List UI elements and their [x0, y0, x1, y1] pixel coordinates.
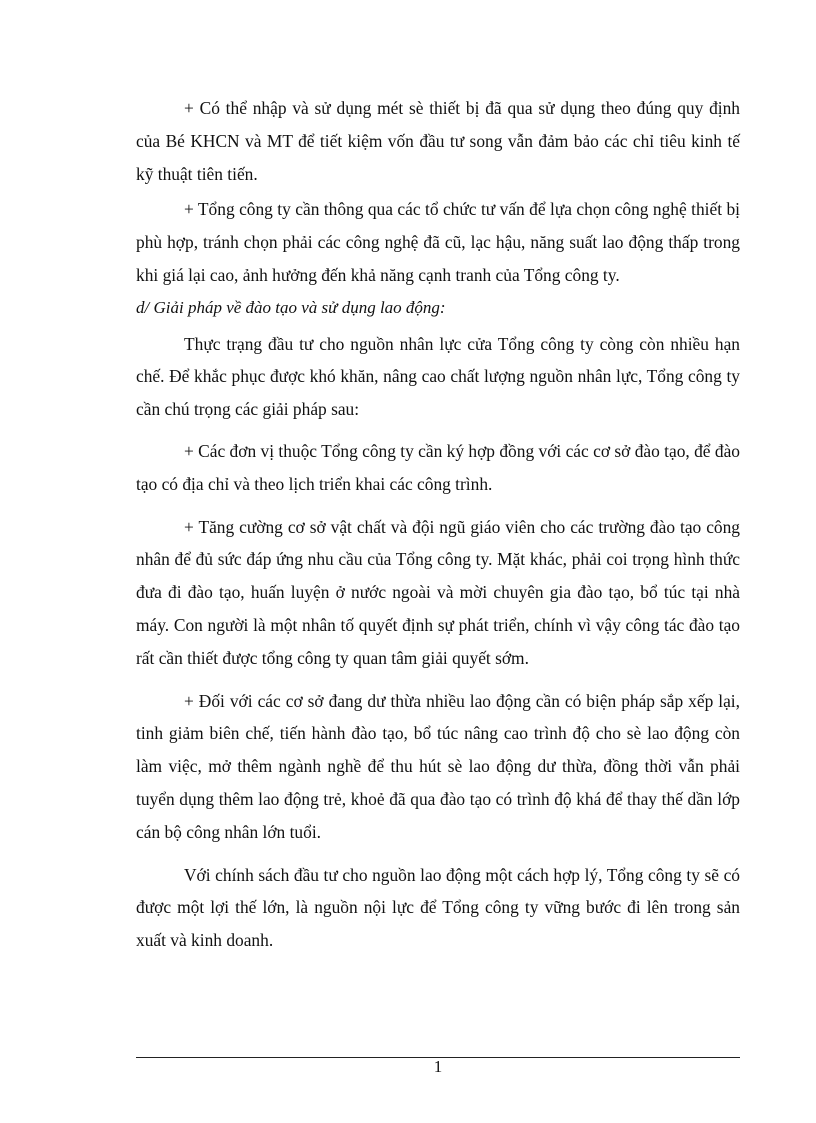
- paragraph-labor-rearrangement: + Đối với các cơ sở đang dư thừa nhiều lao động cần có biện pháp sắp xếp lại, tinh giảm biên chế, tiến hành đào tạo, bổ túc nâng cao trình độ cho sè lao động còn làm việc, mở thêm ngành nghề để thu hút sè lao động dư thừa, đồng thời vẫn phải tuyển dụng thêm lao động trẻ, khoẻ đã qua đào tạo có trình độ khá để thay thế dần lớp cán bộ công nhân lớn tuổi.: [136, 690, 740, 842]
- page-number: 1: [433, 1057, 443, 1076]
- paragraph-equipment-import: + Có thể nhập và sử dụng mét sè thiết bị đã qua sử dụng theo đúng quy định của Bé KHCN và MT để tiết kiệm vốn đầu tư song vẫn đảm bảo các chỉ tiêu kinh tế kỹ thuật tiên tiến.: [136, 98, 740, 184]
- document-body: [136, 92, 740, 957]
- paragraph-conclusion: Với chính sách đầu tư cho nguồn lao động một cách hợp lý, Tổng công ty sẽ có được một lợi thế lớn, là nguồn nội lực để Tổng công ty vững bước đi lên trong sản xuất và kinh doanh.: [136, 864, 740, 951]
- paragraph-workforce-status: Thực trạng đầu tư cho nguồn nhân lực cửa Tổng công ty còng còn nhiều hạn chế. Để khắc phục được khó khăn, nâng cao chất lượng nguồn nhân lực, Tổng công ty cần chú trọng các giải pháp sau:: [136, 333, 740, 420]
- paragraph-technology-selection: + Tổng công ty cần thông qua các tổ chức tư vấn để lựa chọn công nghệ thiết bị phù hợp, tránh chọn phải các công nghệ đã cũ, lạc hậu, năng suất lao động thấp trong khi giá lại cao, ảnh hưởng đến khả năng cạnh tranh của Tổng công ty.: [136, 199, 740, 285]
- paragraph-training-contracts: + Các đơn vị thuộc Tổng công ty cần ký hợp đồng với các cơ sở đào tạo, để đào tạo có địa chỉ và theo lịch triển khai các công trình.: [136, 440, 740, 494]
- section-heading-training: d/ Giải pháp về đào tạo và sử dụng lao động:: [136, 297, 446, 317]
- paragraph-training-facilities: + Tăng cường cơ sở vật chất và đội ngũ giáo viên cho các trường đào tạo công nhân để đủ sức đáp ứng nhu cầu của Tổng công ty. Mặt khác, phải coi trọng hình thức đưa đi đào tạo, huấn luyện ở nước ngoài và mời chuyên gia đào tạo, bổ túc tại nhà máy. Con người là một nhân tố quyết định sự phát triển, chính vì vậy công tác đào tạo rất cần thiết được tổng công ty quan tâm giải quyết sớm.: [136, 516, 740, 668]
